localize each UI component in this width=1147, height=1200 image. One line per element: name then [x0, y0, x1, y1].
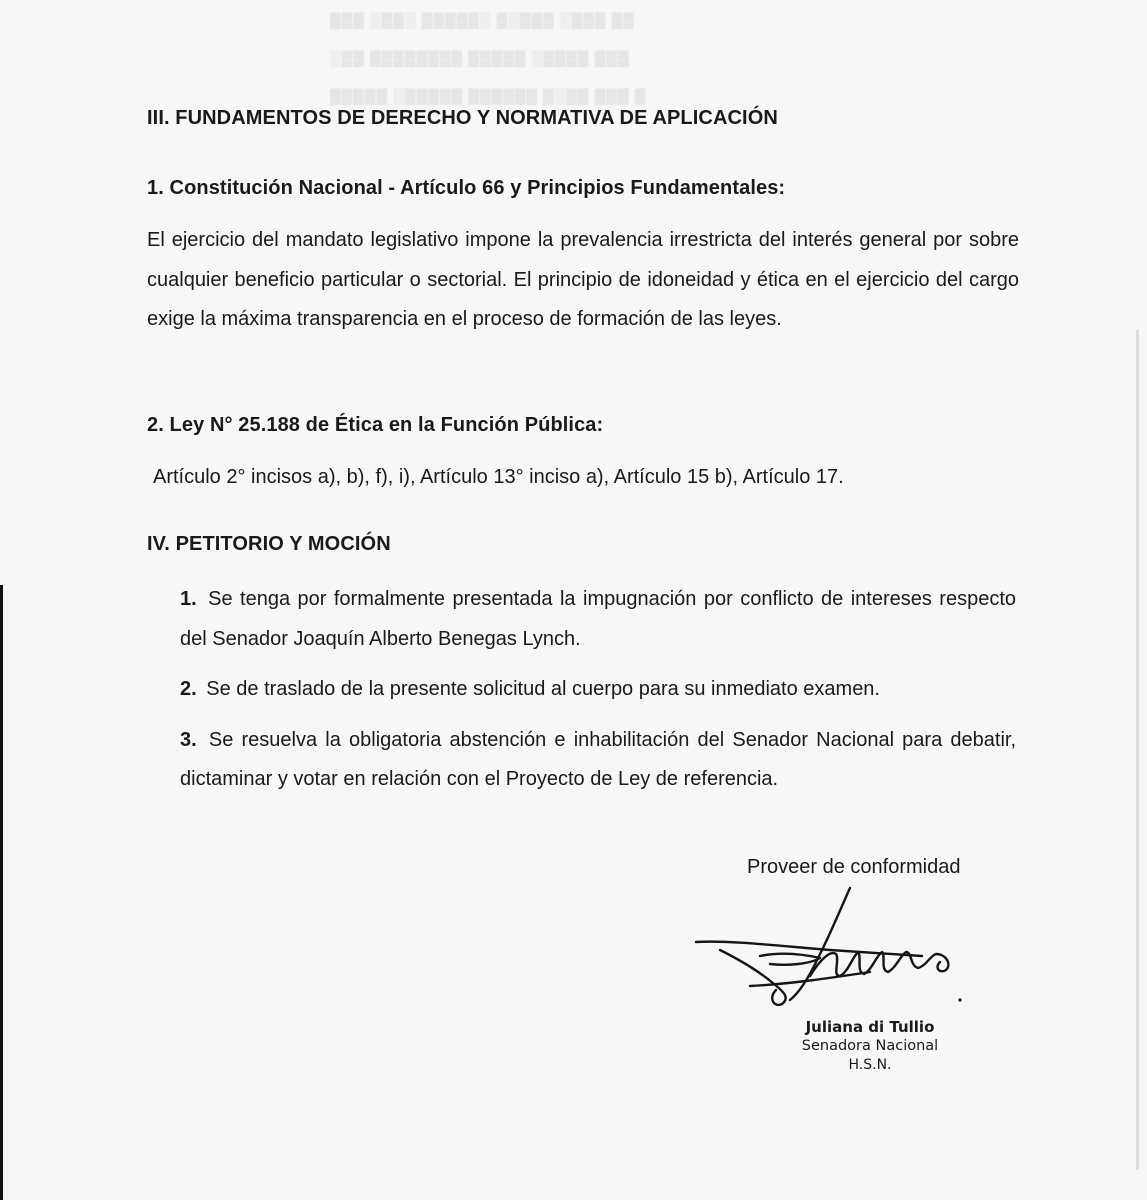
petitorio-item-text: Se tenga por formalmente presentada la impugnación por conflicto de intereses respecto del Senador Joaquín Alberto Benegas Lynch. [180, 588, 1016, 650]
subheading-ley-etica: 2. Ley N° 25.188 de Ética en la Función Pública: [147, 414, 604, 436]
handwritten-signature [690, 880, 980, 1020]
petitorio-item-number: 2. [180, 678, 197, 700]
paragraph-ley-etica: Artículo 2° incisos a), b), f), i), Artículo 13° inciso a), Artículo 15 b), Artículo 17. [153, 466, 844, 488]
petitorio-item-text: Se de traslado de la presente solicitud al cuerpo para su inmediato examen. [206, 678, 880, 700]
signatory-role: Senadora Nacional [801, 1038, 939, 1054]
petitorio-item [180, 670, 1016, 710]
petitorio-item [180, 721, 1016, 800]
scan-border-right [1136, 330, 1139, 1170]
subheading-constitucion: 1. Constitución Nacional - Artículo 66 y Principios Fundamentales: [147, 177, 786, 199]
petitorio-item-number: 1. [180, 588, 197, 610]
closing-phrase: Proveer de conformidad [747, 856, 961, 878]
signatory-organization: H.S.N. [848, 1057, 892, 1073]
petitorio-list [180, 580, 1016, 811]
signatory-name: Juliana di Tullio [805, 1018, 935, 1036]
paragraph-constitucion: El ejercicio del mandato legislativo impone la prevalencia irrestricta del interés general por sobre cualquier beneficio particular o sectorial. El principio de idoneidad y ética en el ejercicio del cargo exige la máxima transparencia en el proceso de formación de las leyes. [147, 229, 1019, 330]
signatory-block [780, 1018, 960, 1075]
petitorio-item-text: Se resuelva la obligatoria abstención e inhabilitación del Senador Nacional para debatir, dictaminar y votar en relación con el Proyecto de Ley de referencia. [180, 728, 1016, 790]
faded-bleed-through-text: ▒▒▒ ░▒▒░ ▒▒▒▒▒░ ▒░▒▒▒ ░▒▒▒ ▒▒ ░▒▒ ▒▒▒▒▒▒▒▒ ▒▒▒▒▒ ░▒▒▒▒ ▒▒▒ ▒▒▒▒▒ ░▒▒▒▒▒ ▒▒▒▒▒▒ ▒░▒▒ ▒▒▒ ▒ [330, 12, 647, 105]
section-heading-fundamentos: III. FUNDAMENTOS DE DERECHO Y NORMATIVA DE APLICACIÓN [147, 107, 778, 129]
section-heading-petitorio: IV. PETITORIO Y MOCIÓN [147, 533, 391, 555]
petitorio-item-number: 3. [180, 728, 197, 751]
scan-border-left [0, 585, 3, 1200]
petitorio-item [180, 580, 1016, 659]
